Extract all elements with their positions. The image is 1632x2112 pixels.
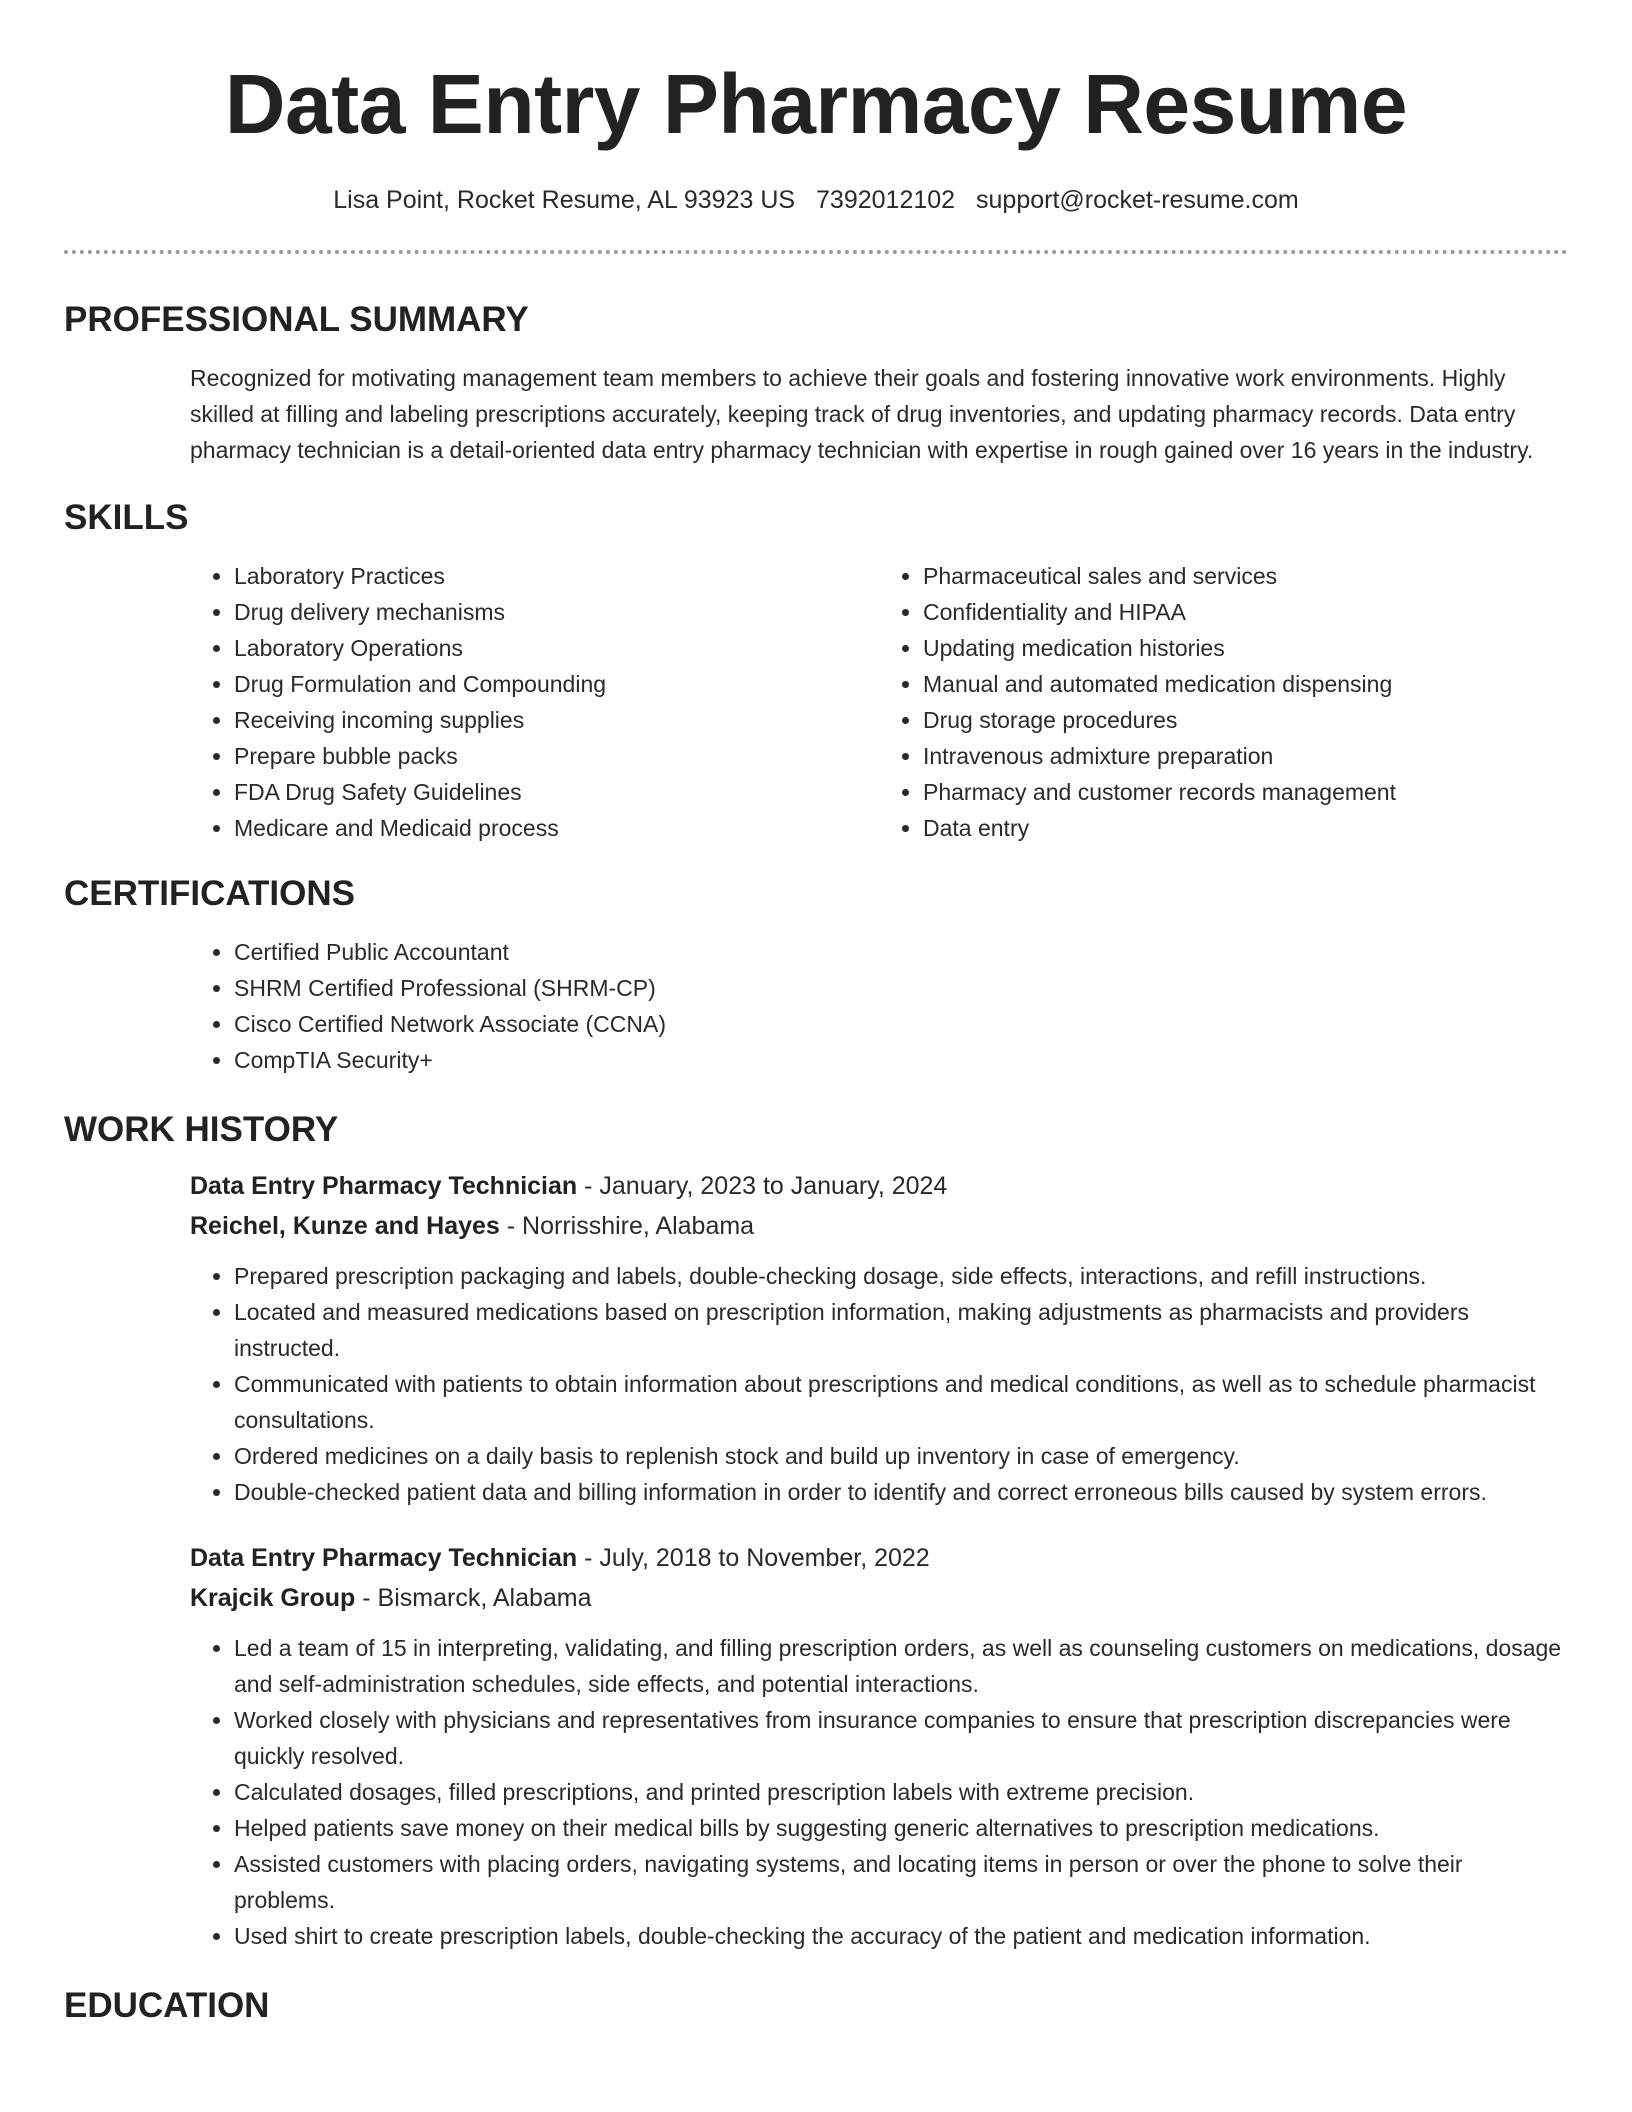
list-item: • Confidentiality and HIPAA [923, 594, 1568, 630]
skills-column-right [879, 558, 1568, 846]
job-dates: - July, 2018 to November, 2022 [577, 1544, 930, 1572]
job-location: - Bismarck, Alabama [355, 1584, 592, 1612]
list-item: • Pharmaceutical sales and services [923, 558, 1568, 594]
job-bullets [190, 1630, 1568, 1954]
list-item: • Located and measured medications based on prescription information, making adjustments as pharmacists and providers instructed. [234, 1294, 1568, 1366]
list-item: • Medicare and Medicaid process [234, 810, 879, 846]
job-company: Krajcik Group [190, 1584, 356, 1612]
list-item: • Ordered medicines on a daily basis to replenish stock and build up inventory in case of emergency. [234, 1438, 1568, 1474]
list-item: • Led a team of 15 in interpreting, validating, and filling prescription orders, as well as counseling customers on medications, dosage and self-administration schedules, side effects, and potential interactions. [234, 1630, 1568, 1702]
list-item: • Helped patients save money on their medical bills by suggesting generic alternatives to prescription medications. [234, 1810, 1568, 1846]
contact-address: Lisa Point, Rocket Resume, AL 93923 US [333, 186, 796, 214]
list-item: • Data entry [923, 810, 1568, 846]
list-item: • Assisted customers with placing orders, navigating systems, and locating items in person or over the phone to solve their problems. [234, 1846, 1568, 1918]
list-item: • Certified Public Accountant [234, 934, 1568, 970]
list-item: • Updating medication histories [923, 630, 1568, 666]
job-entry-1 [190, 1166, 1568, 1510]
summary-heading: PROFESSIONAL SUMMARY [64, 300, 529, 339]
list-item: • SHRM Certified Professional (SHRM-CP) [234, 970, 1568, 1006]
job-company: Reichel, Kunze and Hayes [190, 1212, 500, 1240]
summary-text: Recognized for motivating management team members to achieve their goals and fostering innovative work environments. Highly skilled at filling and labeling prescriptions accurately, keeping track of drug inventories, and updating pharmacy records. Data entry pharmacy technician is a detail-oriented data entry pharmacy technician with expertise in rough gained over 16 years in the industry. [190, 365, 1534, 463]
list-item: • Laboratory Practices [234, 558, 879, 594]
job-entry-2 [190, 1538, 1568, 1954]
list-item: • Calculated dosages, filled prescriptions, and printed prescription labels with extreme precision. [234, 1774, 1568, 1810]
list-item: • Laboratory Operations [234, 630, 879, 666]
job-title-line [190, 1166, 1568, 1206]
certifications-bullets [190, 934, 1568, 1078]
list-item: • CompTIA Security+ [234, 1042, 1568, 1078]
work-heading: WORK HISTORY [64, 1110, 339, 1149]
list-item: • Communicated with patients to obtain information about prescriptions and medical conditions, as well as to schedule pharmacist consultations. [234, 1366, 1568, 1438]
job-title-line [190, 1538, 1568, 1578]
skills-list [190, 558, 1568, 846]
contact-phone: 7392012102 [816, 186, 956, 214]
contact-line [64, 184, 1568, 216]
list-item: • Receiving incoming supplies [234, 702, 879, 738]
education-heading: EDUCATION [64, 1986, 270, 2025]
list-item: • Used shirt to create prescription labels, double-checking the accuracy of the patient and medication information. [234, 1918, 1568, 1954]
list-item: • Prepare bubble packs [234, 738, 879, 774]
job-company-line [190, 1578, 1568, 1618]
job-title: Data Entry Pharmacy Technician [190, 1544, 578, 1572]
list-item: • Drug Formulation and Compounding [234, 666, 879, 702]
certifications-list [190, 934, 1568, 1078]
list-item: • Worked closely with physicians and representatives from insurance companies to ensure that prescription discrepancies were quickly resolved. [234, 1702, 1568, 1774]
list-item: • Double-checked patient data and billing information in order to identify and correct erroneous bills caused by system errors. [234, 1474, 1568, 1510]
resume-page [64, 0, 1568, 2028]
list-item: • FDA Drug Safety Guidelines [234, 774, 879, 810]
list-item: • Drug delivery mechanisms [234, 594, 879, 630]
skills-heading: SKILLS [64, 498, 189, 537]
job-dates: - January, 2023 to January, 2024 [577, 1172, 948, 1200]
job-location: - Norrisshire, Alabama [499, 1212, 755, 1240]
page-title: Data Entry Pharmacy Resume [224, 57, 1408, 151]
list-item: • Cisco Certified Network Associate (CCNA) [234, 1006, 1568, 1042]
list-item: • Prepared prescription packaging and labels, double-checking dosage, side effects, interactions, and refill instructions. [234, 1258, 1568, 1294]
list-item: • Drug storage procedures [923, 702, 1568, 738]
list-item: • Intravenous admixture preparation [923, 738, 1568, 774]
job-bullets [190, 1258, 1568, 1510]
job-title: Data Entry Pharmacy Technician [190, 1172, 578, 1200]
certifications-heading: CERTIFICATIONS [64, 874, 356, 913]
contact-email: support@rocket-resume.com [976, 186, 1299, 214]
skills-column-left [190, 558, 879, 846]
list-item: • Manual and automated medication dispensing [923, 666, 1568, 702]
list-item: • Pharmacy and customer records management [923, 774, 1568, 810]
header-divider [64, 250, 1568, 254]
job-company-line [190, 1206, 1568, 1246]
